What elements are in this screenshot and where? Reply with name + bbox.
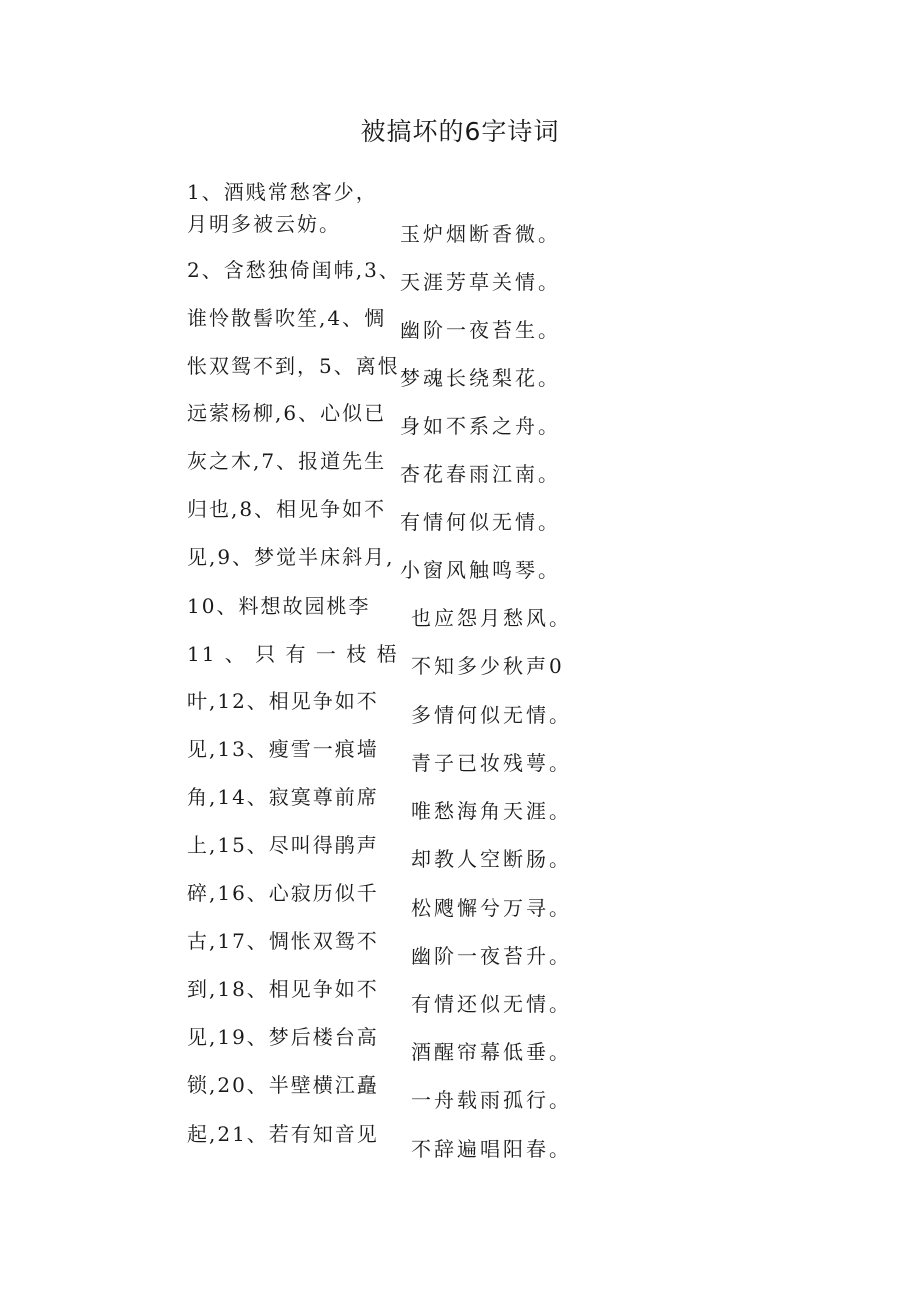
right-line-12: 青子已妆残萼。 (411, 751, 572, 775)
right-line-6: 杏花春雨江南。 (400, 462, 561, 486)
left-line-11: 11 、 只 有 一 枝 梧 (187, 642, 399, 666)
right-line-19: 一舟载雨孤行。 (411, 1088, 572, 1112)
right-line-10: 不知多少秋声0 (411, 654, 565, 678)
left-line-3: 2、含愁独倚闺帏,3、 (187, 258, 401, 282)
right-line-13: 唯愁海角天涯。 (411, 799, 572, 823)
right-line-18: 酒醒帘幕低垂。 (411, 1040, 572, 1064)
right-line-3: 幽阶一夜苔生。 (400, 318, 561, 342)
left-line-2: 月明多被云妨。 (187, 212, 341, 236)
left-line-18: 到,18、相见争如不 (187, 977, 379, 1001)
left-line-4: 谁怜散髻吹笙,4、惆 (187, 306, 387, 330)
left-line-10: 10、料想故园桃李 (187, 594, 371, 618)
right-line-7: 有情何似无情。 (400, 510, 561, 534)
right-line-1: 玉炉烟断香微。 (400, 222, 561, 246)
right-line-16: 幽阶一夜苔升。 (411, 944, 572, 968)
left-line-1: 1、酒贱常愁客少， (187, 180, 378, 204)
left-line-13: 见,13、瘦雪一痕墙 (187, 737, 379, 761)
left-line-7: 灰之木,7、报道先生 (187, 449, 387, 473)
right-line-14: 却教人空断肠。 (411, 847, 572, 871)
right-line-5: 身如不系之舟。 (400, 414, 561, 438)
left-line-16: 碎,16、心寂历似千 (187, 881, 379, 905)
left-line-9: 见,9、梦觉半床斜月, (187, 545, 395, 569)
right-line-8: 小窗风触鸣琴。 (400, 558, 561, 582)
left-line-14: 角,14、寂寞尊前席 (187, 785, 379, 809)
right-line-4: 梦魂长绕梨花。 (400, 366, 561, 390)
left-line-20: 锁,20、半壁横江矗 (187, 1073, 379, 1097)
left-line-6: 远萦杨柳,6、心似已 (187, 401, 387, 425)
right-line-20: 不辞遍唱阳春。 (411, 1137, 572, 1161)
left-line-12: 叶,12、相见争如不 (187, 689, 379, 713)
left-line-5: 怅双鸳不到，5、离恨 (187, 354, 400, 378)
left-line-17: 古,17、惆怅双鸳不 (187, 929, 379, 953)
left-line-21: 起,21、若有知音见 (187, 1122, 379, 1146)
right-line-2: 天涯芳草关情。 (400, 270, 561, 294)
page-title: 被搞坏的6字诗词 (360, 117, 560, 146)
left-line-19: 见,19、梦后楼台高 (187, 1025, 379, 1049)
left-line-8: 归也,8、相见争如不 (187, 497, 387, 521)
right-line-17: 有情还似无情。 (411, 992, 572, 1016)
right-line-15: 松飕懈兮万寻。 (411, 896, 572, 920)
right-line-11: 多情何似无情。 (411, 703, 572, 727)
left-line-15: 上,15、尽叫得鹃声 (187, 833, 379, 857)
right-line-9: 也应怨月愁风。 (411, 606, 572, 630)
